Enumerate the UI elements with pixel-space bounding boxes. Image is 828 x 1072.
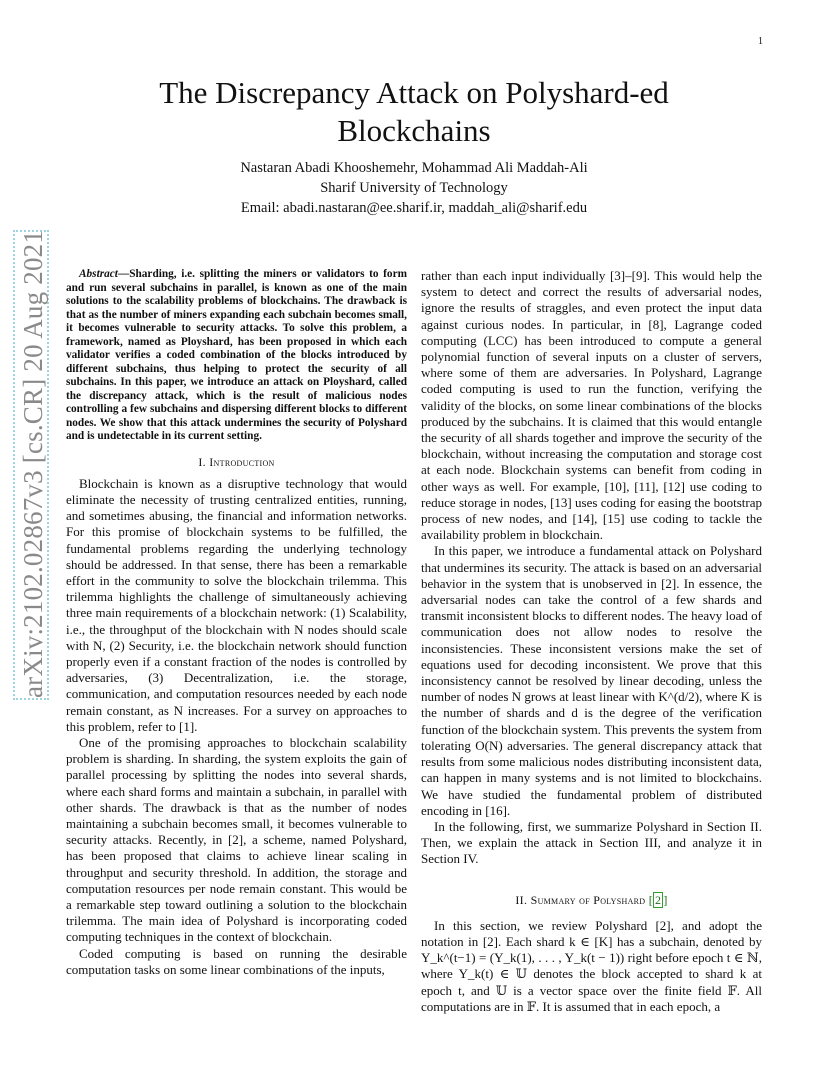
paragraph: One of the promising approaches to blockchain scalability problem is sharding. In sharding, the system exploits the gain of parallel processing by splitting the nodes into several shards, where each shard forms and maintain a subchain, in parallel with other shards. The drawback is that as the number of nodes maintaining a subchain becomes small, it becomes vulnerable to security attacks. Recently, in [2], a scheme, named Polyshard, has been proposed that claims to achieve linear scaling in throughput and security threshold. In addition, the storage and computation resources per node remain constant. This would be a remarkable step toward outlining a solution to the blockchain trilemma. The main idea of Polyshard is incorporating coded computing techniques in the context of blockchain. [66, 734, 407, 945]
abstract [66, 268, 407, 444]
section-title: Summary of Polyshard [530, 892, 646, 907]
paragraph: In this paper, we introduce a fundamental attack on Polyshard that undermines its security. The attack is based on an adversarial behavior in the system that is unobserved in [2]. In essence, the adversarial nodes can take the control of a few shards and transmit inconsistent blocks to different nodes. The heavy load of communication does not allow nodes to resolve the inconsistencies. These inconsistent versions make the set of equations used for decoding inconsistent. We prove that this inconsistency cannot be resolved by linear decoding, unless the number of nodes N grows at least linear with K^(d/2), where K is the number of shards and d is the degree of the verification function of the blockchain system. This prevents the system from tolerating O(N) adversaries. The general discrepancy attack that results from some malicious nodes distributing inconsistent data, can happen in many systems and is not limited to blockchains. We have studied the fundamental problem of distributed encoding in [16]. [421, 543, 762, 818]
left-column [66, 268, 407, 978]
author-block [110, 158, 718, 218]
section-heading-introduction [66, 454, 407, 470]
page-number: 1 [758, 36, 763, 47]
section-number: II. [515, 892, 528, 907]
author-email: Email: abadi.nastaran@ee.sharif.ir, maddah_ali@sharif.edu [240, 200, 588, 216]
right-column [421, 268, 762, 1015]
section-heading-summary [421, 892, 762, 908]
paper-title: The Discrepancy Attack on Polyshard-ed Blockchains [159, 75, 669, 148]
paragraph: rather than each input individually [3]–[9]. This would help the system to detect and correct the results of adversarial nodes, ignore the results of straggles, and even protect the input data against curious nodes. In particular, in [8], Lagrange coded computing (LCC) has been introduced to compute a general polynomial function of several inputs on a cluster of servers, where some of them are adversaries. In Polyshard, Lagrange coded computing is used to run the function, verifying the validity of the blocks, on some linear combinations of the blocks produced by the subchains. It is claimed that this would entangle the security of all shards together and improve the security of the blockchain, without increasing the computation and storage cost at each node. Blockchain systems can benefit from coding in other ways as well. For example, [10], [11], [12] use coding to reduce storage in nodes, [13] uses coding for easing the bootstrap process of new nodes, and [14], [15] use coding to tackle the availability problem in blockchain. [421, 268, 762, 543]
abstract-text: —Sharding, i.e. splitting the miners or validators to form and run several subchains in parallel, is known as one of the main solutions to the scalability problems of blockchains. The drawback is that as the number of miners expanding each subchain becomes small, it becomes vulnerable to security attacks. To solve this problem, a framework, named as Ployshard, has been proposed in which each validator verifies a coded combination of the blocks introduced by different subchains, thus helping to protect the security of all subchains. In this paper, we introduce an attack on Ployshard, called the discrepancy attack, which is the result of malicious nodes controlling a few subchains and dispersing different blocks to different nodes. We show that this attack undermines the security of Polyshard and is undetectable in its current setting. [66, 268, 407, 442]
author-affiliation: Sharif University of Technology [320, 180, 508, 196]
paragraph: Blockchain is known as a disruptive technology that would eliminate the necessity of trusting centralized entities, running, and sometimes abusing, the financial and information networks. For this promise of blockchain systems to be fulfilled, the fundamental problems regarding the underlying technology should be addressed. In that sense, there has been a remarkable effort in the community to solve the blockchain trilemma. This trilemma highlights the challenge of simultaneously achieving three main requirements of a blockchain network: (1) Scalability, i.e., the throughput of the blockchain with N nodes should scale with N, (2) Security, i.e. the blockchain network should function properly even if a constant fraction of the nodes is controlled by adversaries, (3) Decentralization, i.e. the storage, communication, and computation resources needed by each node remain constant, as N increases. For a survey on approaches to this problem, refer to [1]. [66, 475, 407, 734]
author-names: Nastaran Abadi Khooshemehr, Mohammad Ali Maddah-Ali [240, 160, 588, 176]
section-number: I. [198, 454, 206, 469]
paragraph: In the following, first, we summarize Polyshard in Section II. Then, we explain the attack in Section III, and analyze it in Section IV. [421, 818, 762, 867]
arxiv-side-stamp[interactable]: arXiv:2102.02867v3 [cs.CR] 20 Aug 2021 [13, 230, 49, 700]
section-title: Introduction [209, 454, 275, 469]
citation-number[interactable]: 2 [655, 892, 662, 907]
paragraph: Coded computing is based on running the desirable computation tasks on some linear combinations of the inputs, [66, 945, 407, 977]
citation-link[interactable]: [ 2 ] [648, 892, 668, 907]
paragraph: In this section, we review Polyshard [2], and adopt the notation in [2]. Each shard k ∈ [K] has a subchain, denoted by Y_k^(t−1) = (Y_k(1), . . . , Y_k(t − 1)) right before epoch t ∈ ℕ, where Y_k(t) ∈ 𝕌 denotes the block accepted to shard k at epoch t, and 𝕌 is a vector space over the finite field 𝔽. All computations are in 𝔽. It is assumed that in each epoch, a [421, 917, 762, 1014]
abstract-label: Abstract [79, 268, 118, 280]
